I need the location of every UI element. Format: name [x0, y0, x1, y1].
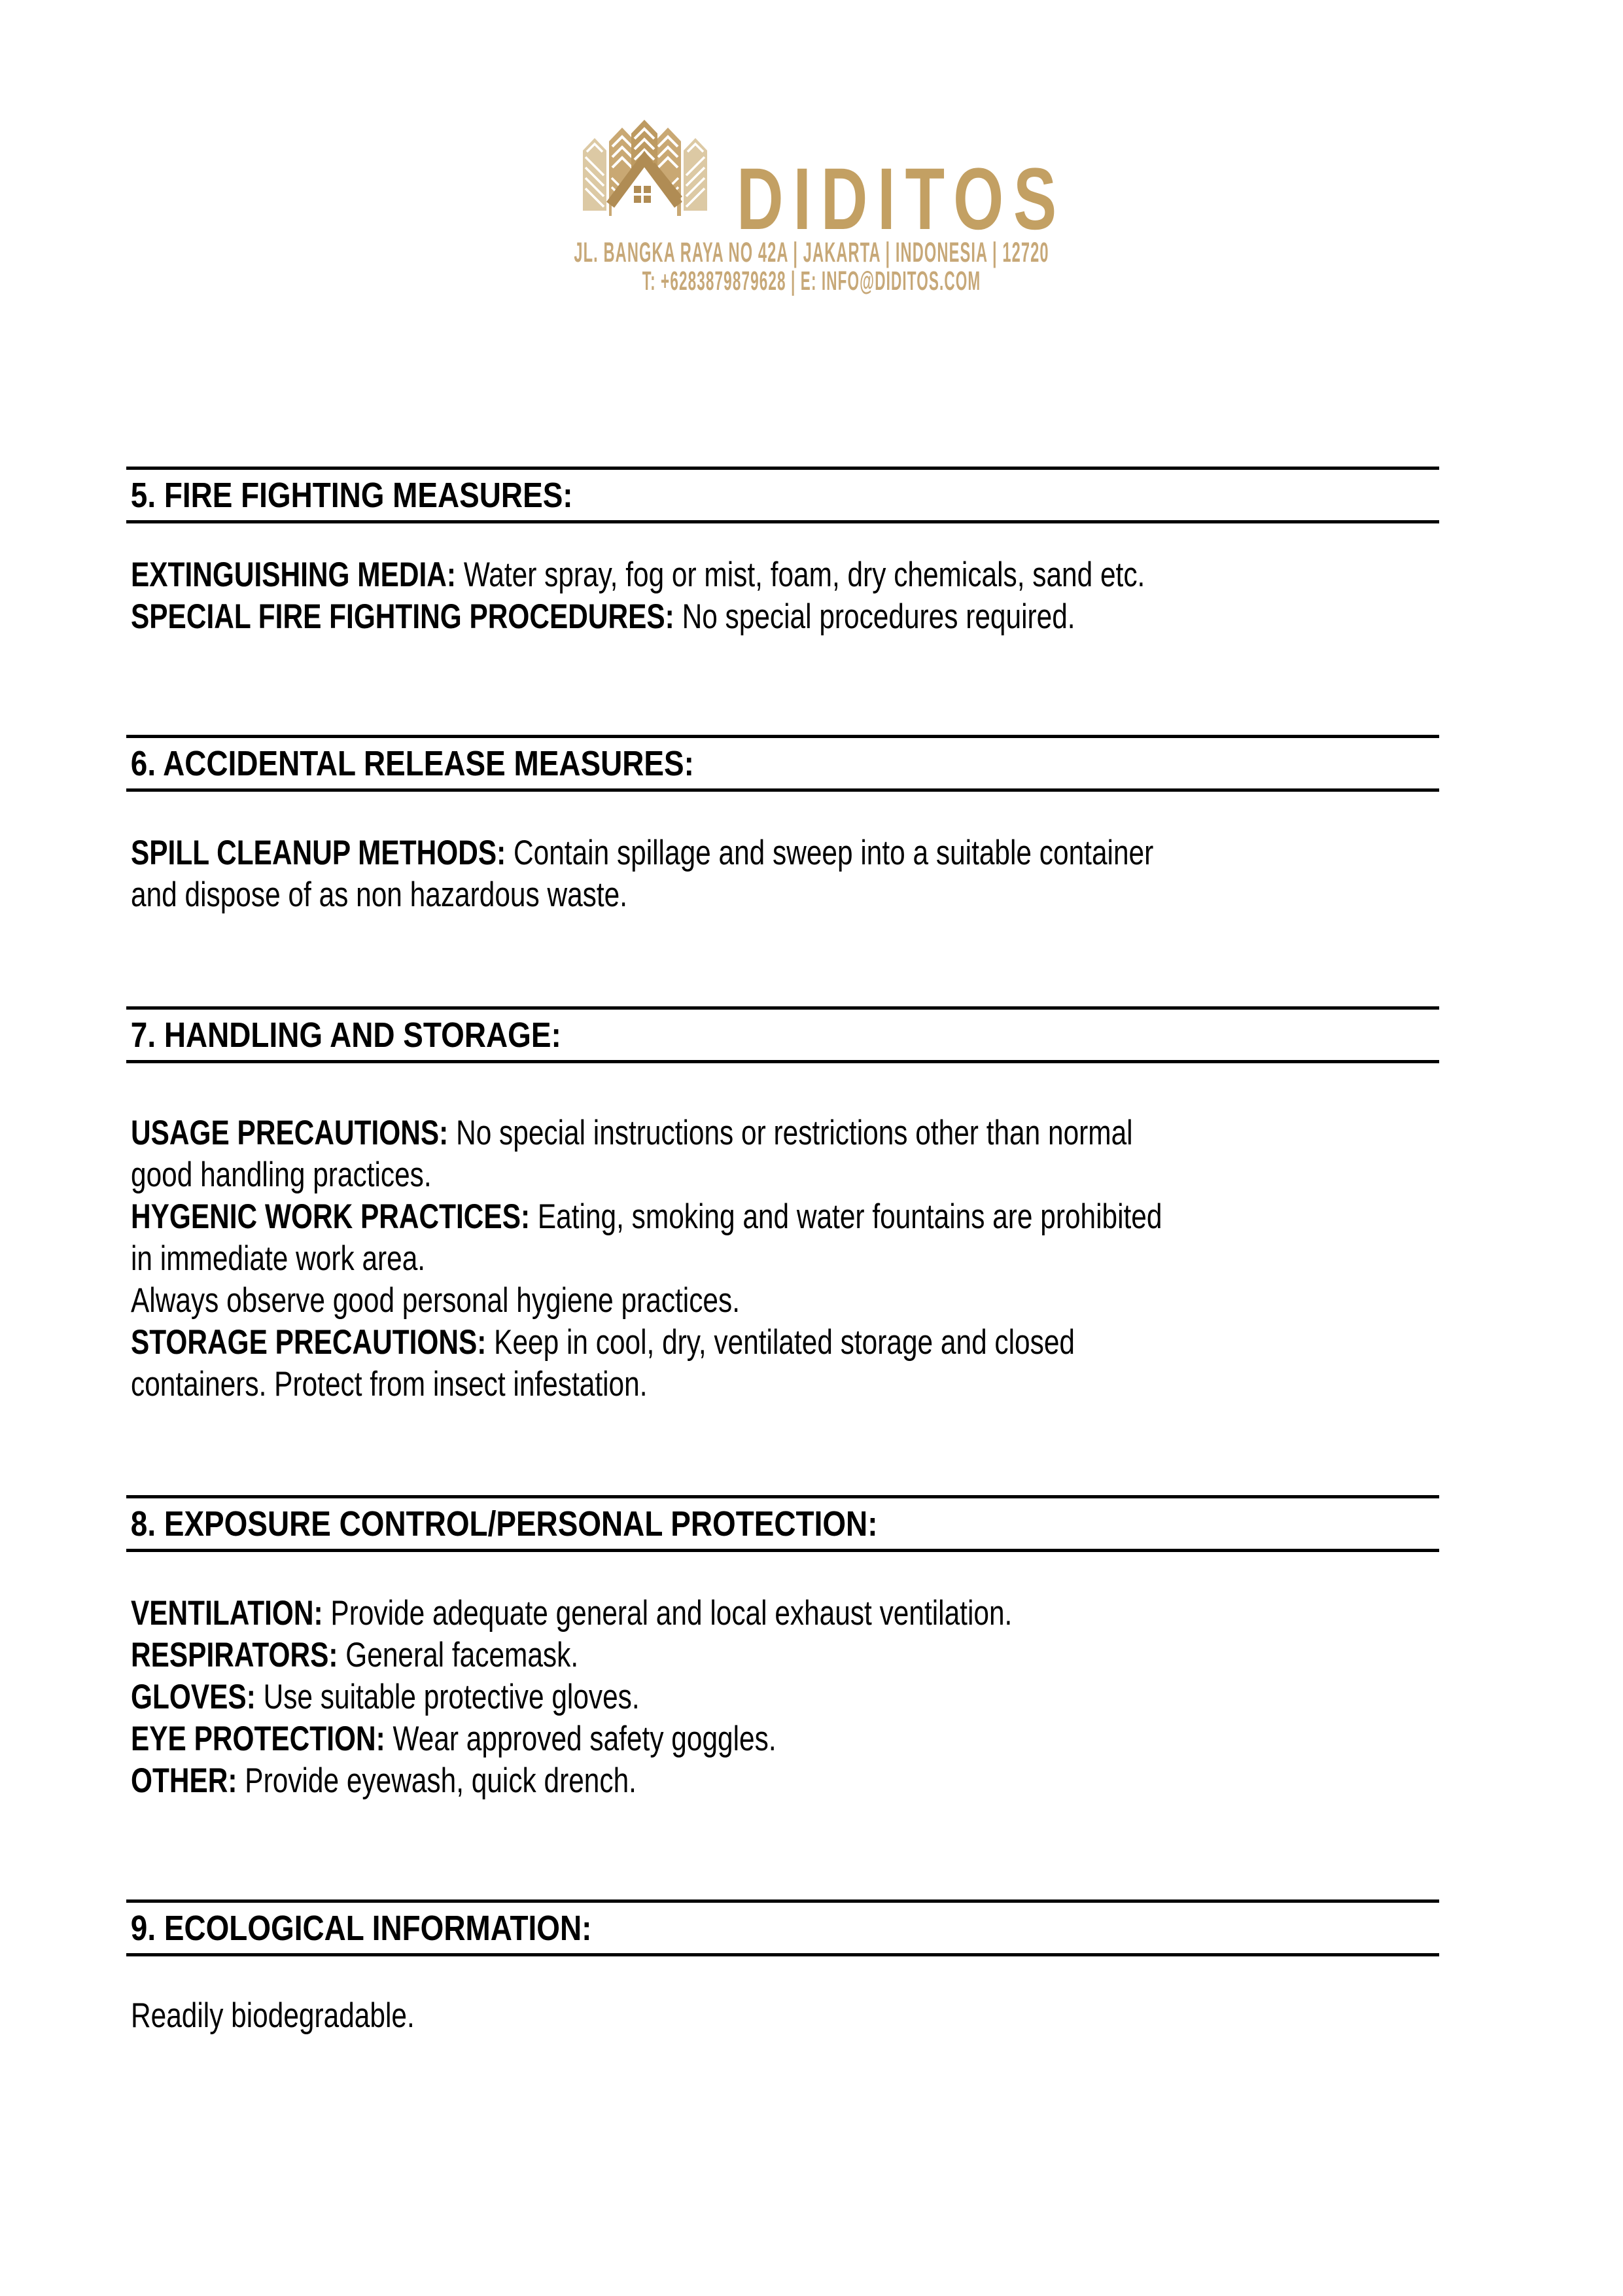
field-text: Water spray, fog or mist, foam, dry chemicals, sand etc.: [456, 556, 1145, 594]
field-label: SPECIAL FIRE FIGHTING PROCEDURES:: [131, 597, 674, 636]
section-7-line: [131, 1364, 1439, 1405]
section-7-body: [131, 1112, 1439, 1405]
field-label: USAGE PRECAUTIONS:: [131, 1114, 449, 1152]
section-5-body: [131, 554, 1439, 638]
field-text: Wear approved safety goggles.: [385, 1720, 777, 1758]
field-text: containers. Protect from insect infestation.: [131, 1365, 648, 1404]
section-7-heading-box: [126, 1006, 1439, 1063]
section-5-heading: 5. FIRE FIGHTING MEASURES:: [130, 475, 573, 515]
field-text: No special instructions or restrictions other than normal: [448, 1114, 1133, 1152]
field-text: No special procedures required.: [674, 597, 1075, 636]
section-7-line: [131, 1112, 1439, 1154]
section-7-line: [131, 1322, 1439, 1364]
section-7-line: [131, 1280, 1439, 1322]
field-label: EYE PROTECTION:: [131, 1720, 385, 1758]
section-9-line: [131, 1995, 1439, 2037]
field-text: and dispose of as non hazardous waste.: [131, 875, 627, 914]
field-label: VENTILATION:: [131, 1594, 323, 1633]
field-label: EXTINGUISHING MEDIA:: [131, 556, 457, 594]
section-6-line: [131, 832, 1439, 874]
section-5-line: [131, 554, 1439, 596]
section-9-heading: 9. ECOLOGICAL INFORMATION:: [130, 1908, 592, 1948]
brand-name: DIDITOS: [737, 150, 1066, 248]
field-label: RESPIRATORS:: [131, 1636, 338, 1674]
section-8-heading: 8. EXPOSURE CONTROL/PERSONAL PROTECTION:: [130, 1504, 878, 1544]
section-7-heading: 7. HANDLING AND STORAGE:: [130, 1015, 561, 1055]
section-8-line: [131, 1676, 1439, 1718]
section-5-heading-box: [126, 467, 1439, 523]
section-6-heading: 6. ACCIDENTAL RELEASE MEASURES:: [130, 743, 694, 783]
section-7-line: [131, 1238, 1439, 1280]
field-text: Eating, smoking and water fountains are prohibited: [530, 1197, 1162, 1236]
section-8-line: [131, 1634, 1439, 1676]
section-8-line: [131, 1718, 1439, 1760]
field-text: in immediate work area.: [131, 1239, 426, 1278]
section-6-body: [131, 832, 1439, 916]
field-text: good handling practices.: [131, 1156, 432, 1194]
section-8-line: [131, 1593, 1439, 1634]
field-label: GLOVES:: [131, 1678, 256, 1716]
brand-address-line1: JL. BANGKA RAYA NO 42A | JAKARTA | INDONESIA | 12720: [574, 237, 1049, 268]
tower-right-outer: [684, 138, 707, 211]
field-label: STORAGE PRECAUTIONS:: [131, 1323, 487, 1362]
tower-left-outer: [583, 138, 606, 211]
section-9-body: [131, 1995, 1439, 2037]
section-8-line: [131, 1760, 1439, 1802]
field-text: Keep in cool, dry, ventilated storage and closed: [486, 1323, 1075, 1362]
brand-contact-line: T: +6283879879628 | E: INFO@DIDITOS.COM: [642, 266, 981, 296]
brand-logo-icon: [578, 118, 712, 226]
field-label: OTHER:: [131, 1761, 237, 1800]
section-5-line: [131, 596, 1439, 638]
section-6-heading-box: [126, 735, 1439, 792]
field-label: SPILL CLEANUP METHODS:: [131, 834, 506, 872]
field-text: Provide adequate general and local exhaust ventilation.: [323, 1594, 1013, 1633]
field-text: Use suitable protective gloves.: [255, 1678, 640, 1716]
field-text: Provide eyewash, quick drench.: [237, 1761, 637, 1800]
section-8-heading-box: [126, 1495, 1439, 1552]
section-8-body: [131, 1593, 1439, 1802]
section-9-heading-box: [126, 1899, 1439, 1956]
field-text: Always observe good personal hygiene practices.: [131, 1281, 740, 1320]
field-text: Contain spillage and sweep into a suitable container: [506, 834, 1154, 872]
field-text: General facemask.: [338, 1636, 579, 1674]
section-6-line: [131, 874, 1439, 916]
section-7-line: [131, 1154, 1439, 1196]
field-text: Readily biodegradable.: [131, 1996, 415, 2035]
field-label: HYGENIC WORK PRACTICES:: [131, 1197, 531, 1236]
section-7-line: [131, 1196, 1439, 1238]
